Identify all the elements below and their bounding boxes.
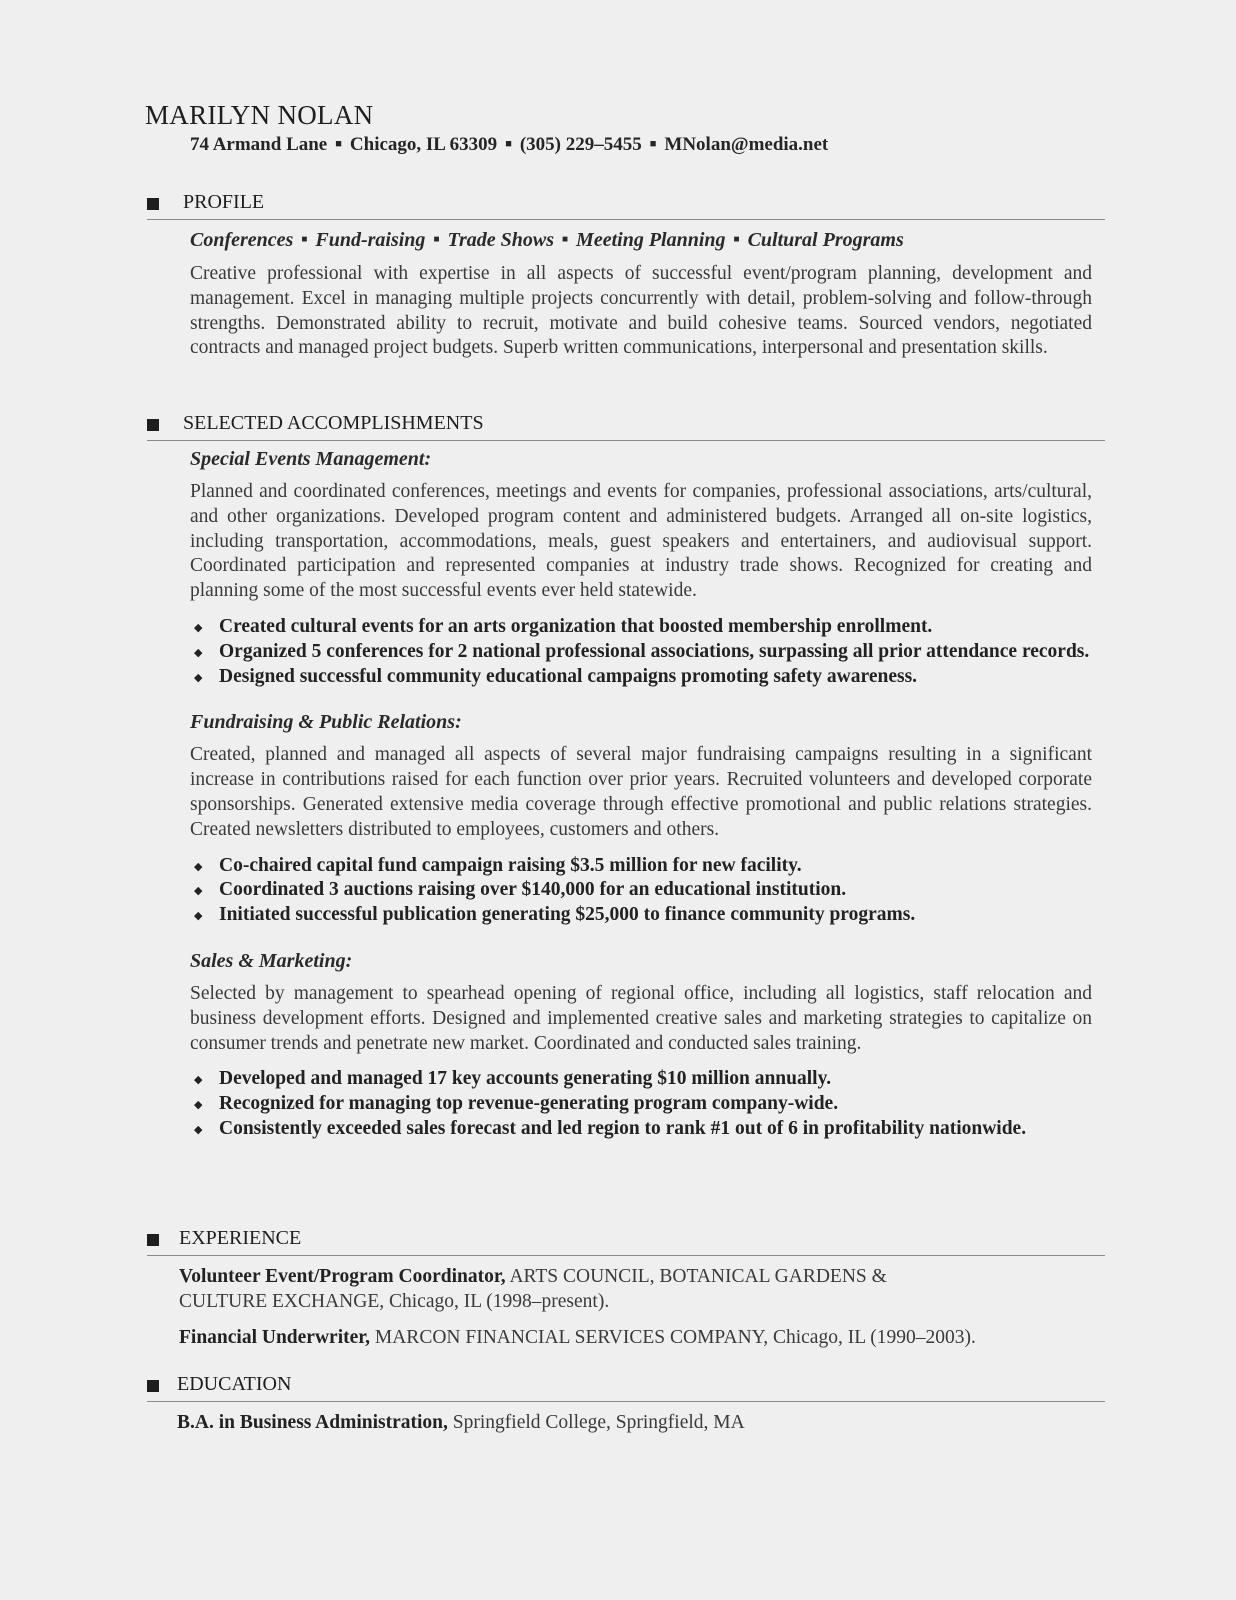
bullet-list	[190, 1067, 1092, 1141]
subsection-heading: Fundraising & Public Relations:	[190, 711, 462, 734]
job-organization-continued: CULTURE EXCHANGE, Chicago, IL (1998–present).	[179, 1291, 610, 1312]
section-header	[147, 412, 1105, 441]
square-bullet-icon	[147, 1380, 159, 1392]
bullet-text: Organized 5 conferences for 2 national professional associations, surpassing all prior attendance records.	[219, 640, 1090, 662]
job-role: Volunteer Event/Program Coordinator,	[179, 1266, 506, 1287]
section-header	[147, 191, 1105, 220]
accomplishments-section	[147, 412, 1105, 1142]
profile-section	[147, 191, 1105, 361]
list-item	[190, 615, 1092, 640]
square-bullet-icon: ■	[649, 138, 657, 150]
school: Springfield College, Springfield, MA	[452, 1412, 745, 1433]
profile-keywords	[190, 229, 1092, 252]
list-item	[190, 665, 1092, 690]
section-header	[147, 1373, 1105, 1402]
experience-entry	[179, 1325, 1079, 1350]
subsection-heading: Sales & Marketing:	[190, 949, 353, 972]
square-bullet-icon: ■	[335, 138, 342, 150]
candidate-name: MARILYN NOLAN	[145, 100, 374, 130]
contact-address: 74 Armand Lane	[190, 134, 328, 155]
list-item	[190, 878, 1092, 903]
degree: B.A. in Business Administration,	[177, 1412, 448, 1433]
bullet-text: Developed and managed 17 key accounts generating $10 million annually.	[219, 1068, 832, 1090]
subsection-text: Selected by management to spearhead opening of regional office, including all logistics, staff relocation and business development efforts. Designed and implemented creative sales and marketing strategies to capitalize on consumer trends and penetrate new market. Coordinated and conducted sales training.	[190, 982, 1092, 1054]
section-header	[147, 1227, 1105, 1256]
square-bullet-icon: ■	[562, 234, 569, 245]
square-bullet-icon: ■	[505, 138, 512, 150]
diamond-bullet-icon: ◆	[194, 646, 203, 659]
experience-section	[147, 1227, 1105, 1350]
education-entry	[177, 1410, 1077, 1435]
square-bullet-icon: ■	[733, 234, 740, 245]
square-bullet-icon: ■	[433, 234, 440, 245]
bullet-text: Designed successful community educational campaigns promoting safety awareness.	[219, 665, 918, 687]
square-bullet-icon	[147, 198, 159, 210]
bullet-text: Created cultural events for an arts organization that boosted membership enrollment.	[219, 615, 933, 637]
square-bullet-icon	[147, 1234, 159, 1246]
keyword: Cultural Programs	[747, 229, 904, 251]
section-title: SELECTED ACCOMPLISHMENTS	[183, 412, 484, 434]
contact-line	[190, 134, 828, 156]
diamond-bullet-icon: ◆	[194, 885, 203, 898]
bullet-list	[190, 615, 1092, 689]
square-bullet-icon: ■	[301, 234, 308, 245]
section-title: EDUCATION	[177, 1373, 292, 1395]
education-section	[147, 1373, 1105, 1435]
diamond-bullet-icon: ◆	[194, 1099, 203, 1112]
contact-phone: (305) 229–5455	[519, 134, 642, 155]
bullet-list	[190, 854, 1092, 928]
bullet-text: Consistently exceeded sales forecast and led region to rank #1 out of 6 in profitability nationwide.	[219, 1117, 1027, 1139]
square-bullet-icon	[147, 419, 159, 431]
list-item	[190, 1067, 1092, 1092]
subsection-heading: Special Events Management:	[190, 448, 432, 470]
keyword: Conferences	[190, 229, 294, 251]
bullet-text: Initiated successful publication generating $25,000 to finance community programs.	[219, 904, 916, 926]
experience-entry	[179, 1264, 1079, 1289]
list-item	[190, 854, 1092, 879]
diamond-bullet-icon: ◆	[194, 860, 203, 873]
list-item	[190, 640, 1092, 665]
list-item	[190, 1117, 1092, 1142]
profile-summary: Creative professional with expertise in all aspects of successful event/program planning, development and management. Excel in managing multiple projects concurrently with detail, problem-solving and follow-through strengths. Demonstrated ability to recruit, motivate and build cohesive teams. Sourced vendors, negotiated contracts and managed project budgets. Superb written communications, interpersonal and presentation skills.	[190, 263, 1092, 359]
job-role: Financial Underwriter,	[179, 1327, 371, 1348]
keyword: Fund-raising	[315, 229, 426, 251]
diamond-bullet-icon: ◆	[194, 910, 203, 923]
subsection-text: Planned and coordinated conferences, meetings and events for companies, professional associations, arts/cultural, and other organizations. Developed program content and administered budgets. Arranged all on-site logistics, including transportation, accommodations, meals, guest speakers and entertainers, and audiovisual support. Coordinated participation and represented companies at industry trade shows. Recognized for creating and planning some of the most successful events ever held statewide.	[190, 481, 1092, 602]
section-title: PROFILE	[183, 191, 265, 213]
job-organization: ARTS COUNCIL, BOTANICAL GARDENS &	[509, 1266, 887, 1287]
diamond-bullet-icon: ◆	[194, 1123, 203, 1136]
bullet-text: Coordinated 3 auctions raising over $140,000 for an educational institution.	[219, 879, 847, 901]
subsection-text: Created, planned and managed all aspects of several major fundraising campaigns resulting in a significant increase in contributions raised for each function over prior years. Recruited volunteers and developed corporate sponsorships. Generated extensive media coverage through effective promotional and public relations strategies. Created newsletters distributed to employees, customers and others.	[190, 744, 1092, 840]
list-item	[190, 1092, 1092, 1117]
contact-city: Chicago, IL 63309	[349, 134, 498, 155]
diamond-bullet-icon: ◆	[194, 1074, 203, 1087]
list-item	[190, 903, 1092, 928]
bullet-text: Co-chaired capital fund campaign raising $3.5 million for new facility.	[219, 854, 802, 876]
keyword: Trade Shows	[447, 229, 554, 251]
bullet-text: Recognized for managing top revenue-generating program company-wide.	[219, 1093, 839, 1115]
contact-email: MNolan@media.net	[664, 134, 829, 155]
diamond-bullet-icon: ◆	[194, 671, 203, 684]
keyword: Meeting Planning	[576, 229, 726, 251]
diamond-bullet-icon: ◆	[194, 621, 203, 634]
job-organization: MARCON FINANCIAL SERVICES COMPANY, Chicago, IL (1990–2003).	[374, 1327, 976, 1348]
section-title: EXPERIENCE	[179, 1227, 302, 1249]
